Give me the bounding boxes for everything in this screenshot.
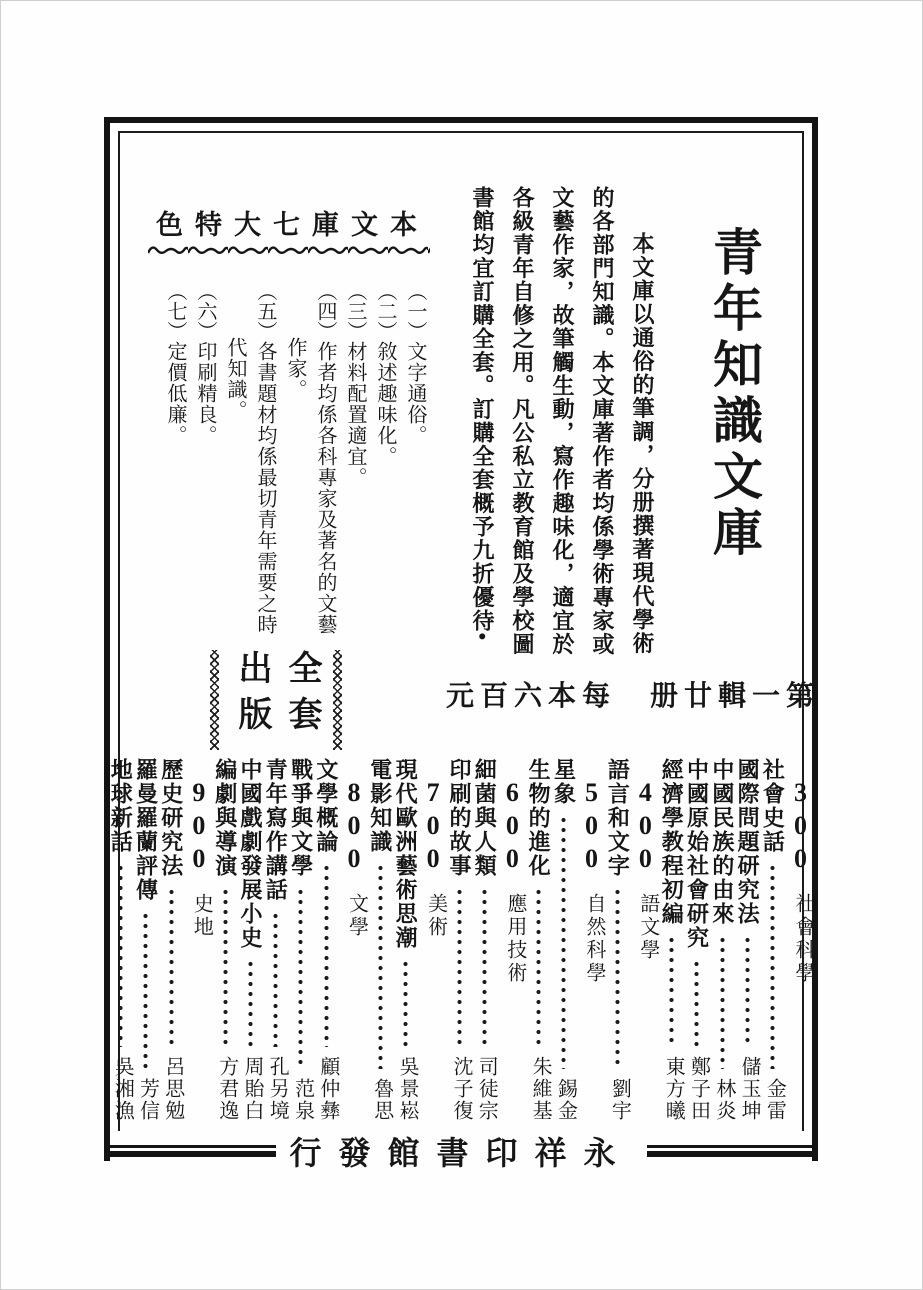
dotted-leader (223, 887, 228, 1047)
dotted-leader (169, 887, 174, 1047)
catalog-list (108, 758, 815, 1122)
book-title: 中國原始社會研究 (684, 758, 710, 950)
dotted-leader (482, 887, 487, 1047)
dotted-leader (694, 959, 699, 1047)
dotted-leader (324, 863, 329, 1047)
book-author: 吳景崧 (396, 1056, 419, 1122)
category-label: 應用技術 (503, 893, 526, 985)
book-author: 芳信 (136, 1078, 159, 1122)
feature-item-number: ︵三︶ (344, 281, 366, 341)
feature-item-text: ︵二︶敘述趣味化。 (374, 281, 396, 467)
intro-column: 書館均宜訂購全套。訂購全套概予九折優待• (470, 186, 495, 642)
publisher-rule-left (104, 1145, 276, 1157)
category-label: 美術 (424, 893, 447, 939)
catalog-book (212, 758, 237, 1122)
catalog-book (447, 758, 472, 1122)
category-label: 文學 (345, 893, 368, 939)
book-title: 經濟學教程初編 (659, 758, 685, 926)
catalog-book (159, 758, 184, 1122)
book-author: 沈子復 (449, 1056, 472, 1122)
book-title: 羅曼羅蘭評傳 (133, 758, 159, 902)
catalog-book (314, 758, 339, 1122)
intro-column: 的各部門知識。本文庫著作者均係學術專家或 (590, 186, 615, 656)
intro-paragraph (458, 186, 662, 656)
feature-item-number: ︵二︶ (374, 281, 396, 341)
catalog-book (472, 758, 497, 1122)
category-label: 語文學 (636, 893, 659, 962)
feature-item (220, 281, 280, 655)
dotted-leader (143, 911, 148, 1069)
book-author: 顧仲彝 (316, 1056, 339, 1122)
catalog-book (659, 758, 684, 1122)
catalog-book (605, 758, 630, 1122)
book-author: 朱維基 (529, 1056, 552, 1122)
intro-column: 各級青年自修之用。凡公私立教育館及學校圖 (510, 186, 535, 656)
catalog-book (551, 758, 576, 1122)
dotted-leader (403, 959, 408, 1047)
book-title: 電影知識 (367, 758, 393, 854)
book-title: 星象 (551, 758, 577, 806)
catalog-book (710, 758, 735, 1122)
dotted-leader (378, 863, 383, 1069)
dotted-leader (745, 935, 750, 1047)
set-published-text: 全套出版 (233, 650, 320, 742)
category-number: 700 (418, 778, 448, 877)
catalog-book (288, 758, 313, 1122)
dotted-leader (669, 935, 674, 1047)
feature-item-number: ︵一︶ (404, 281, 426, 341)
book-title: 編劇與導演 (212, 758, 238, 878)
dotted-leader (561, 815, 566, 1069)
category-label: 史地 (190, 893, 213, 939)
book-author: 方君逸 (215, 1056, 238, 1122)
book-title: 歷史研究法 (158, 758, 184, 878)
book-author: 東方曦 (662, 1056, 685, 1122)
feature-item-text: ︵五︶各書題材均係最切青年需要之時 (254, 281, 276, 635)
book-author: 范泉 (291, 1078, 314, 1122)
book-author: 呂思勉 (161, 1056, 184, 1122)
dotted-leader (457, 887, 462, 1047)
publisher-rule-right (647, 1145, 819, 1157)
feature-item-continuation: 代知識。 (224, 337, 246, 421)
feature-item-continuation: 作家。 (284, 337, 306, 400)
category-number: 800 (339, 778, 369, 877)
series-title: 青年知識文庫 (706, 226, 762, 562)
book-author: 吳湘漁 (111, 1056, 134, 1122)
category-label: 自然科學 (583, 893, 606, 985)
book-title: 細菌與人類 (472, 758, 498, 878)
book-title: 印刷的故事 (446, 758, 472, 878)
intro-column: 本文庫以通俗的筆調，分册撰著現代學術 (630, 232, 655, 655)
catalog-book (735, 758, 760, 1122)
publisher-row (104, 1126, 818, 1176)
features-heading: 色特大七庫文本 (156, 210, 429, 240)
book-author: 金雷 (763, 1078, 786, 1122)
book-title: 國際問題研究法 (735, 758, 761, 926)
book-author: 鄭子田 (687, 1056, 710, 1122)
catalog-category (630, 758, 659, 1122)
feature-item-text: ︵六︶印刷精良。 (194, 281, 216, 446)
feature-item-number: ︵七︶ (164, 281, 186, 341)
book-author: 錫金 (554, 1078, 577, 1122)
category-label: 社會科學 (792, 893, 814, 985)
catalog-book (393, 758, 418, 1122)
feature-item (280, 281, 340, 655)
book-author: 孔另境 (266, 1056, 289, 1122)
catalog-book (238, 758, 263, 1122)
catalog-book (367, 758, 392, 1122)
catalog-category (418, 758, 447, 1122)
catalog-book (108, 758, 133, 1122)
book-author: 司徒宗 (475, 1056, 498, 1122)
catalog-category (785, 758, 814, 1122)
catalog-category (497, 758, 526, 1122)
book-title: 社會史話 (760, 758, 786, 854)
category-number: 600 (497, 778, 527, 877)
feature-item-number: ︵六︶ (194, 281, 216, 341)
feature-item-text: ︵七︶定價低廉。 (164, 281, 186, 446)
dotted-leader (615, 887, 620, 1069)
category-number: 400 (630, 778, 660, 877)
catalog-category (576, 758, 605, 1122)
ornament-strip-left (210, 650, 219, 750)
feature-item (340, 281, 370, 655)
catalog-book (760, 758, 785, 1122)
feature-item-text: ︵四︶作者均係各科專家及著名的文藝 (314, 281, 336, 635)
feature-item (160, 281, 190, 655)
category-number: 500 (577, 778, 607, 877)
intro-column: 文藝作家，故筆觸生動，寫作趣味化，適宜於 (550, 186, 575, 656)
feature-item-number: ︵五︶ (254, 281, 276, 341)
dotted-leader (118, 863, 123, 1047)
feature-item (370, 281, 400, 655)
publisher-name: 行發館書印祥永 (276, 1128, 647, 1174)
catalog-book (684, 758, 709, 1122)
book-author: 儲玉坤 (738, 1056, 761, 1122)
feature-item-number: ︵四︶ (314, 281, 336, 341)
feature-item (400, 281, 430, 655)
catalog-book (263, 758, 288, 1122)
book-title: 中國民族的由來 (709, 758, 735, 926)
dotted-leader (720, 935, 725, 1069)
book-title: 文學概論 (313, 758, 339, 854)
category-number: 300 (786, 778, 815, 877)
category-number: 900 (184, 778, 214, 877)
ornament-strip-right (333, 650, 342, 750)
book-title: 地球新話 (108, 758, 134, 854)
set-published-badge (210, 650, 342, 750)
book-author: 周貽白 (240, 1056, 263, 1122)
book-title: 現代歐洲藝術思潮 (393, 758, 419, 950)
ornament-squiggle-divider (148, 244, 430, 265)
dotted-leader (770, 863, 775, 1069)
book-title: 生物的進化 (526, 758, 552, 878)
feature-item-text: ︵一︶文字通俗。 (404, 281, 426, 446)
feature-item-text: ︵三︶材料配置適宜。 (344, 281, 366, 488)
catalog-book (133, 758, 158, 1122)
dotted-leader (248, 959, 253, 1047)
catalog-category (339, 758, 368, 1122)
features-list (152, 281, 430, 655)
dotted-leader (273, 911, 278, 1047)
feature-item (190, 281, 220, 655)
book-title: 中國戲劇發展小史 (237, 758, 263, 950)
book-title: 語言和文字 (605, 758, 631, 878)
edition-price-line: 元百六本每 册廿輯一第 (446, 681, 821, 712)
catalog-category (184, 758, 213, 1122)
book-author: 林炎 (712, 1078, 735, 1122)
dotted-leader (536, 887, 541, 1047)
book-title: 青年寫作講話 (263, 758, 289, 902)
book-author: 劉宇 (608, 1078, 631, 1122)
dotted-leader (298, 887, 303, 1069)
book-author: 魯思 (370, 1078, 393, 1122)
catalog-book (526, 758, 551, 1122)
book-title: 戰爭與文學 (288, 758, 314, 878)
